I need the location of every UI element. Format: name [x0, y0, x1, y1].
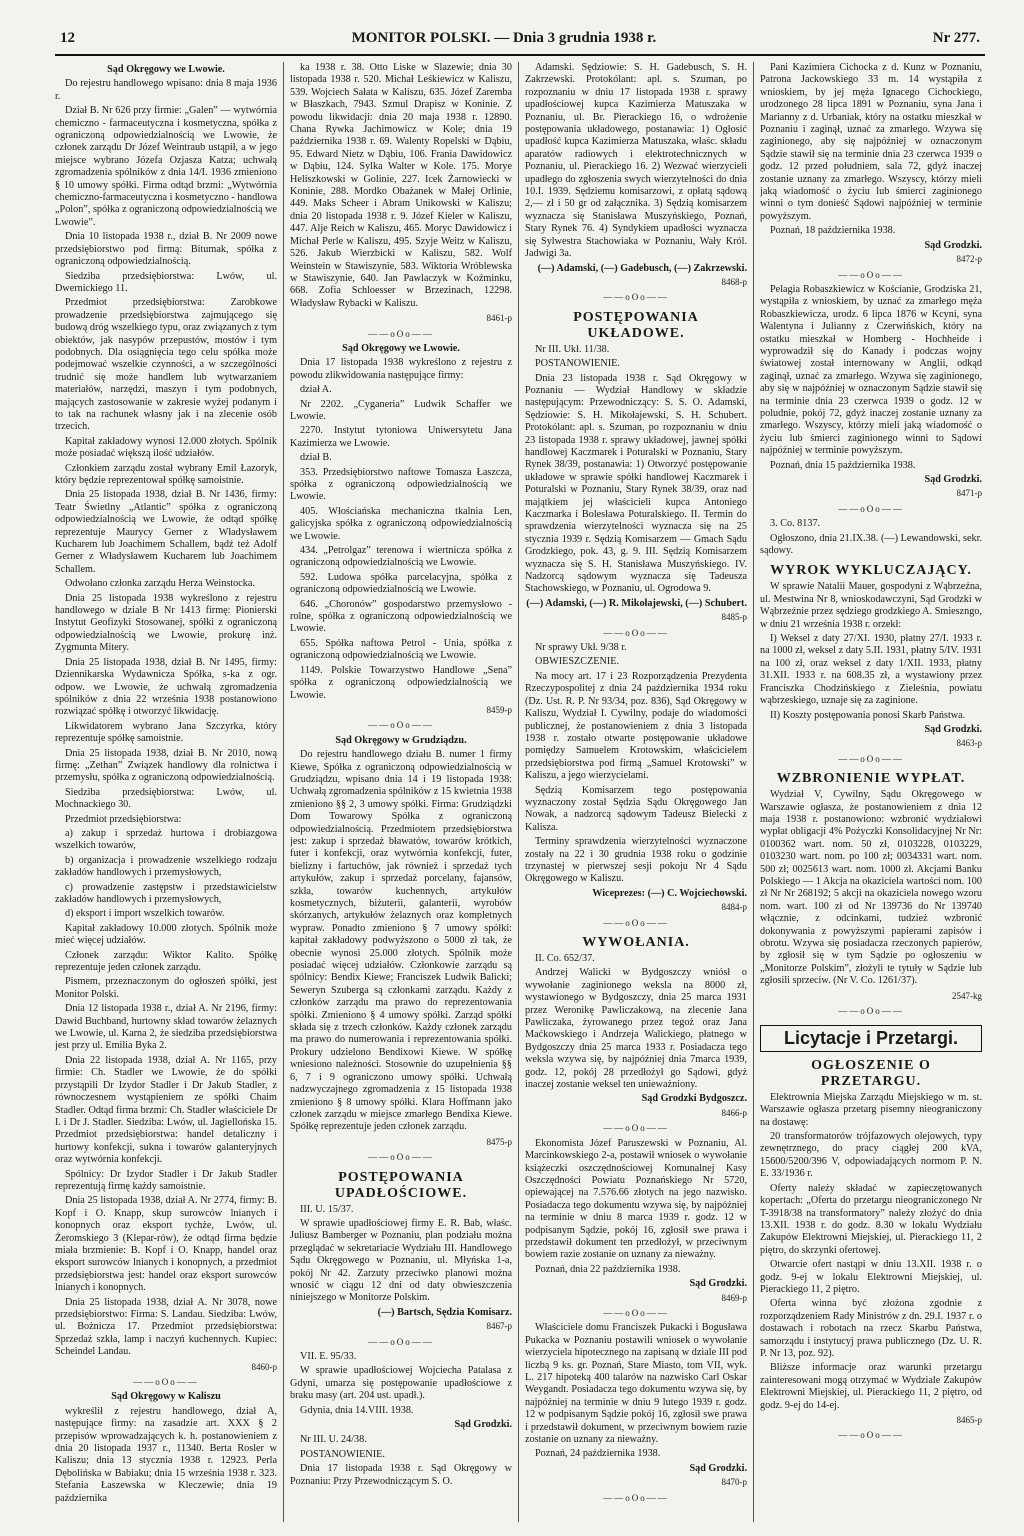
signature-line: Sąd Grodzki.: [689, 1462, 747, 1474]
notice-separator: ——oOo——: [368, 1152, 434, 1163]
signature-line: (—) Bartsch, Sędzia Komisarz.: [377, 1306, 512, 1318]
notice-paragraph: Adamski. Sędziowie: S. H. Gadebusch, S. H. Zakrzewski. Protokólant: apl. s. Szuman, po rozpoznaniu w dniu 17 listopada 1938 r. sprawy upadłościowej kupca Kazimierza Matuszaka w Poznaniu, ul. Br. Pierackiego 16, o wdrożenie postępowania układowego, postanawia: 1) Ogłosić upadłość kupca Kazimierza Matuszaka, właśc. składu aparatów radiowych i elektrotechnicznych w Poznaniu, ul. Pierackiego 16. 2) Wezwać wierzycieli upadłego do zgłoszenia swych wierzytelności do dnia 10.I. 1939. Sędziemu komisarzowi, z opłatą sądową 2,— zł i 50 gr od załącznika. 3) Sędzią komisarzem wyznacza się Stanisława Muszyńskiego, Poznań, Stary Rynek 76. 4) Syndykiem upadłości wyznacza się Sylwestra Stachowiaka w Poznaniu, Wały Król. Jadwigi 3a.: [525, 62, 747, 260]
notice-separator: ——oOo——: [368, 720, 434, 731]
notice-paragraph: wykreślił z rejestru handlowego, dział A, następujące firmy: na zasadzie art. XXX § 2 przepisów wprowadzających k. h. postanowieniem z dnia 20 listopada 1937 r., 11340. Berta Rosler w Kaliszu; dnia 13 stycznia 1938 r. 12923. Perla Dębolińska w Babiaku; dnia 15 września 1938 r. 323. Stefania Łaszewska w Kleczewie; dnia 19 października: [55, 1405, 277, 1504]
notice-code: 8471-p: [956, 488, 982, 499]
notice-paragraph: W sprawie upadłościowej firmy E. R. Bab, właśc. Juliusz Bamberger w Poznaniu, plan podziału można przeglądać w sekretariacie Wydziału III. Handlowego Sądu Okręgowego w Poznaniu, ul. Młyńska 1-a, pokój Nr 42. Zarzuty przeciwko planowi można wnosić w ciągu 12 dni od daty obwieszczenia niniejszego w Monitorze Polskim.: [290, 1217, 512, 1304]
notice-paragraph: Członek zarządu: Wiktor Kalito. Spółkę reprezentuje jeden członek zarządu.: [55, 949, 277, 974]
notice-paragraph: Nr III. Ukł. 11/38.: [535, 343, 610, 355]
notice-paragraph: Otwarcie ofert nastąpi w dniu 13.XII. 1938 r. o godz. 9-ej w lokalu Elektrowni Miejskiej, ul. Pierackiego 11, 2 piętro.: [760, 1259, 982, 1295]
notice-paragraph: Ogłoszono, dnia 21.IX.38. (—) Lewandowski, sekr. sądowy.: [760, 532, 982, 557]
signature-line: Sąd Grodzki.: [924, 239, 982, 251]
notice-paragraph: Dnia 25 listopada 1938, dział B. Nr 1436, firmy: Teatr Świetlny „Atlantic” spółka z ograniczoną odpowiedzialnością we Lwowie, że odtąd spółkę reprezentuje Maurycy Gerner z Władysławem Kucharem lub Joachimem Schallem, bądź też Adolf Gerner z Władysławem Kucharem lub Joachimem Schallem.: [55, 489, 277, 575]
notice-block: [760, 284, 982, 515]
masthead: [60, 30, 980, 54]
notice-separator: ——oOo——: [838, 269, 904, 280]
notice-block: [760, 518, 982, 557]
section-title: POSTĘPOWANIA UPADŁOŚCIOWE.: [334, 1169, 468, 1201]
notice-paragraph: Kapitał zakładowy 10.000 złotych. Spólnik może mieć więcej udziałów.: [55, 922, 277, 947]
notice-paragraph: Elektrownia Miejska Zarządu Miejskiego w m. st. Warszawie ogłasza przetarg pisemny nieograniczony na dostawę:: [760, 1091, 982, 1128]
notice-paragraph: 1149. Polskie Towarzystwo Handlowe „Sena” spółka z ograniczoną odpowiedzialnością we Lwowie.: [290, 664, 512, 701]
notice-separator: ——oOo——: [368, 1336, 434, 1347]
notice-code: 8484-p: [721, 902, 747, 913]
notice-paragraph: Pelagia Robaszkiewicz w Kościanie, Grodziska 21, wystąpiła z wnioskiem, by uznać za zmarłego męża Robaszkiewicza, urodz. 6 lipca 1876 w Kcyni, syna Walentyna i Julianny z Czerwińskich, który na ostatku mieszkał w Homberg - Hochheide i wyprowadził się do Kanady i podczas wojny światowej został internowany w Anglii, odkąd zaginął, uznać za zmarłego. Wzywa się zaginionego, aby się w najpóźniej w oznaczonym Sądzie stawił się na terminie dnia 23 czerwca 1939 o godz. 12 w poludnie, pokój 72, gdyż inaczej zostanie uznany za zmarłego. Wszyscy, którzy mieli jaką wiadomość o życiu lub śmierci zaginionego winni to Sądowi najpóźniej w terminie powyższym.: [760, 283, 982, 457]
notice-paragraph: Członkiem zarządu został wybrany Emil Łazoryk, który będzie reprezentował spółkę samoistnie.: [55, 462, 277, 486]
notice-block: [290, 1434, 512, 1488]
notice-paragraph: Dnia 25 listopada 1938, dział A. Nr 3078, nowe przedsiębiorstwo: Firma: S. Landau. Siedziba: Lwów, ul. Bożnicza 17. Przedmiot przedsiębiorstwa: Sprzedaż szkła, lamp i naczyń kuchennych. Kupiec: Scheindel Landau.: [55, 1296, 277, 1358]
notice-paragraph: 655. Spółka naftowa Petrol - Unia, spółka z ograniczoną odpowiedzialnością we Lwowie.: [290, 637, 512, 662]
notice-paragraph: Oferta winna być złożona zgodnie z rozporządzeniem Rady Ministrów z dn. 29.I. 1937 r. o dostawach i robotach na rzecz Skarbu Państwa, samorządu i instytucyj prawa publicznego (Dz. U. R. P. Nr 13, poz. 92).: [760, 1298, 982, 1359]
notice-paragraph: ka 1938 r. 38. Otto Liske w Slazewie; dnia 30 listopada 1938 r. 520. Michał Leśkiewicz w Kaliszu, 539. Wojciech Sałata w Kaliszu, 635. Józef Zaremba w Błaszkach, 7943. Szmul Drapisz w Koninie. Z powodu likwidacji: dnia 20 maja 1938 r. 12890. Chana Rywka Jachimowicz w Kole; dnia 19 października 1938 r. 69. Walenty Ropelski w Dąbiu, 95. Edward Nietz w Dąbiu, 106. Frania Dawidowicz w Dąbiu, 124. Sylka Walter w Kole. 175. Morye Heliszkowski w Golinie, 227. Icek Żarnowiecki w Koninie, 288. Mordko Obażanek w Małej Orlinie, 449. Maks Scheer i Abram Unikowski w Kaliszu; dnia 20 listopada 1938 r. 9. Józef Kieler w Kaliszu, 447. Alje Reich w Kaliszu, 465. Moryc Dawidowicz i Michał Perle w Kaliszu, 495. Szyje Weitz w Kaliszu, 526. Jakub Wierzbicki w Kaliszu, 582. Wolf Weinstein w Stawiszynie, 583. Wiktoria Wróblewska w Stawiszynie, 640. Jan Pawlaczyk w Koźminku, 668. Zofia Schloesser w Brzezinach, 12298. Władysław Rybacki w Kaliszu.: [290, 62, 512, 309]
notice-paragraph: Na mocy art. 17 i 23 Rozporządzenia Prezydenta Rzeczypospolitej z dnia 24 października 1934 roku (Dz. Ust. R. P. Nr 93/34, poz. 836), Sąd Okręgowy w Kaliszu, Wydział I. Cywilny, podaje do wiadomości publicznej, że postanowieniem z dnia 3 listopada 1938 r. zostało otwarte postępowanie układowe pomiędzy Samuelem Krotowskim, właścicielem przedsiębiorstwa pod firmą „Samuel Krotowski” w Kaliszu, a jego wierzycielami.: [525, 670, 747, 782]
notice-paragraph: Likwidatorem wybrano Jana Szczyrka, który reprezentuje spółkę samoistnie.: [55, 720, 277, 745]
column-2: [290, 62, 512, 1522]
signature-line: Sąd Grodzki.: [924, 474, 982, 485]
notice-code: 8475-p: [486, 1136, 512, 1147]
notice-paragraph: Dnia 17 listopada 1938 r. Sąd Okręgowy w Poznaniu: Przy Przewodniczącym S. O.: [290, 1463, 512, 1487]
issue-number: Nr 277.: [932, 30, 980, 46]
notice-paragraph: VII. E. 95/33.: [300, 1351, 357, 1362]
notice-block: [290, 62, 512, 340]
notice-paragraph: Przedmiot przedsiębiorstwa:: [65, 813, 182, 825]
notice-code: 8460-p: [251, 1361, 277, 1372]
notice-paragraph: 2270. Instytut tytoniowa Uniwersytetu Jana Kazimierza we Lwowie.: [290, 425, 512, 449]
notice-block: [760, 1025, 982, 1051]
notice-paragraph: Nr 2202. „Cyganeria” Ludwik Schaffer we Lwowie.: [290, 398, 512, 422]
court-heading: Sąd Okręgowy we Lwowie.: [107, 64, 225, 75]
signature-line: Sąd Grodzki Bydgoszcz.: [641, 1093, 747, 1105]
notice-paragraph: Wydział V, Cywilny, Sądu Okręgowego w Warszawie ogłasza, że postanowieniem z dnia 12 maja 1938 r. postanowiono: wzbronić wydziałowi wypłat obligacji 4% Pożyczki Konsolidacyjnej Nr Nr: 0100362 wart. nom. 50 zł, 0103228, 0103229, 0103230 wart. nom. po 100 zł; 0034331 wart. nom. 500 zł; 0025613 wart. nom. 1000 zł. Akcjami Banku Polskiego — 1 Akcja na okaziciela wartości nom. 100 zł Nr Nr 268192; 5 akcji na okaziciela nowego wzoru nom. wart. 100 zł od Nr 139736 do Nr 139740 włącznie, z odcinkami, tudzież wzbronić dokonywania z powyższymi papierami zapisów i obrotu. Wzywa się posiadacza rzeczonych papierów, by zgłosił się w tym Sądzie po ogłoszeniu w „Monitorze Polskim”, złożyli te tytuły w Sądzie lub zgłosili sprzeciw. (Nr V. Co. 1261/37).: [760, 789, 982, 987]
notice-paragraph: Przedmiot przedsiębiorstwa: Zarobkowe prowadzenie przedsiębiorstwa zajmującego się budową dróg wszelkiego typu, oraz związanych z tym obiektów, jak nasypów przepustów, mostów i tym podobnych. Dla osiągnięcia tego celu spółka może podejmować wszelkie czynności, a w szczególności trudnić się może handlem lub wytwarzaniem materiałów, narzędzi, maszyn i tym podobnych, mających zastosowanie w zakresie wyżej podanym i to tak na rachunek własny jak i na zlecenie osób trzecich.: [55, 297, 277, 433]
notice-paragraph: Nr III. U. 24/38.: [300, 1434, 367, 1446]
signature-line: (—) Adamski, (—) R. Mikołajewski, (—) Schubert.: [526, 597, 747, 609]
notice-paragraph: Nr sprawy Ukł. 9/38 r.: [535, 642, 627, 654]
notice-separator: ——oOo——: [838, 1006, 904, 1017]
section-title: WYWOŁANIA.: [582, 935, 690, 950]
notice-paragraph: a) zakup i sprzedaż hurtowa i drobiazgowa wszelkich towarów,: [55, 827, 277, 852]
notice-paragraph: c) prowadzenie zastępstw i przedstawicielstw zakładów handlowych i przemysłowych,: [55, 881, 277, 905]
notice-paragraph: Poznań, dnia 22 października 1938.: [535, 1263, 681, 1275]
notice-block: [760, 771, 982, 1017]
notice-paragraph: 646. „Choronów” gospodarstwo przemysłowo - rolne, spółka z ograniczoną odpowiedzialnością we Lwowie.: [290, 598, 512, 635]
notice-separator: ——oOo——: [603, 1307, 669, 1318]
notice-paragraph: Siedziba przedsiębiorstwa: Lwów, ul. Mochnackiego 30.: [55, 786, 277, 811]
notice-paragraph: 592. Ludowa spółka parcelacyjna, spółka z ograniczoną odpowiedzialnością we Lwowie.: [290, 571, 512, 596]
notice-paragraph: Oferty należy składać w zapieczętowanych kopertach: „Oferta do przetargu nieograniczonego Nr T-3918/38 na transformatory” należy złożyć do dnia 13.XII. 1938 r. do godz. 8.30 w lokalu Wydziału Zakupów Elektrowni Miejskiej, ul. Pierackiego 11, 2 piętro, do skrzynki ofertowej.: [760, 1182, 982, 1256]
notice-paragraph: III. U. 15/37.: [300, 1203, 354, 1215]
notice-code: 8470-p: [721, 1477, 747, 1488]
notice-paragraph: 3. Co. 8137.: [770, 518, 821, 530]
notice-paragraph: Dnia 25 listopada 1938, dział B. Nr 2010, nową firmę: „Zethan” Związek handlowy dla rolnictwa i przemysłu, spółka z ograniczoną odpowiedzialnością.: [55, 747, 277, 784]
notice-code: 8469-p: [721, 1292, 747, 1303]
notice-paragraph: Terminy sprawdzenia wierzytelności wyznaczone zostały na 22 i 30 grudnia 1938 roku o godzinie trzynastej w pierwszej sesji pokoju Nr 4 Sądu Okręgowego w Kaliszu.: [525, 836, 747, 885]
masthead-rule: [55, 54, 985, 56]
notice-block: [760, 62, 982, 281]
notice-paragraph: Dnia 17 listopada 1938 wykreślono z rejestru z powodu zlikwidowania następujące firmy:: [290, 357, 512, 381]
notice-paragraph: 353. Przedsiębiorstwo naftowe Tomasza Łaszcza, spółka z ograniczoną odpowiedzialnością we Lwowie.: [290, 466, 512, 503]
notice-paragraph: W sprawie upadłościowej Wojciecha Patalasa z Gdyni, umarza się postępowanie upadłościowe z braku masy (art. 204 ust. upadł.).: [290, 1365, 512, 1402]
notice-code: 8485-p: [721, 612, 747, 623]
notice-code: 8461-p: [486, 313, 512, 324]
signature-line: (—) Adamski, (—) Gadebusch, (—) Zakrzewski.: [537, 262, 747, 274]
notice-paragraph: Dnia 23 listopada 1938 r. Sąd Okręgowy w Poznaniu — Wydział Handlowy w składzie następującym: Przewodniczący: S. S. O. Adamski, Sędziowie: S. H. Mikołajewski, S. H. Schubert. Protokólant: apl. s. Szuman, po rozpoznaniu w dniu 23 listopada 1938 r. sprawy układowej, jawnej spółki handlowej Kaczmarek i Poturalski w Poznaniu, Stary Rynek 38/39, postanawia: 1) Otworzyć postępowanie układowe w sprawie spółki handlowej Kaczmarek i Poturalski w Poznaniu, Stary Rynek 38/39, oraz nad majątkiem jej właścicieli kupca Antoniego Kaczmarka i Bolesława Poturalskiego. II. Termin do sprawdzenia wierzytelności wyznacza się na 25 stycznia 1939 r. Sędzią Komisarzem — Gmach Sądu Grodzkiego, pok. 43, g. 9. III. Sędzią Komisarzem wyznacza się S. H. Stanisława Muszyńskiego. IV. Nadzorcą sądowym wyznacza się Tadeusza Stachowskiego, w Poznaniu, ul. Ogrodowa 9.: [525, 372, 747, 595]
column-divider: [283, 62, 284, 1522]
notice-paragraph: POSTANOWIENIE.: [535, 358, 620, 370]
notice-paragraph: Dnia 10 listopada 1938 r., dział B. Nr 2009 nowe przedsiębiorstwo pod firmą: Bitumak, spółka z ograniczoną odpowiedzialnością.: [55, 231, 277, 268]
notice-paragraph: Do rejestru handlowego wpisano: dnia 8 maja 1936 r.: [55, 78, 277, 102]
notice-separator: ——oOo——: [603, 1492, 669, 1503]
column-divider: [753, 62, 754, 1522]
notice-separator: ——oOo——: [838, 503, 904, 514]
notice-paragraph: Bliższe informacje oraz warunki przetargu zainteresowani mogą otrzymać w Wydziale Zakupów Elektrowni Miejskiej, ul. Pierackiego 11, 2 piętro, od godz. 9-ej do 14-ej.: [760, 1362, 982, 1411]
court-heading: Sąd Okręgowy w Kaliszu: [111, 1391, 221, 1403]
notice-paragraph: Siedziba przedsiębiorstwa: Lwów, ul. Dwernickiego 11.: [55, 270, 277, 294]
column-1: [55, 62, 277, 1522]
section-title: WZBRONIENIE WYPŁAT.: [776, 771, 966, 787]
notice-block: [55, 1391, 277, 1505]
notice-paragraph: Pani Kazimiera Cichocka z d. Kunz w Poznaniu, Patrona Jackowskiego 33 m. 14 wystąpiła z wnioskiem, by jej męża Ignacego Cichockiego, urodzonego 28 lipca 1891 w Poznaniu, syna Jana i Marianny z d. Urbaniak, który na ostatku mieszkał w Poznaniu i zaginął, uznać za zmarłego. Wzywa się zaginionego, aby się najpóźniej w oznaczonym Sądzie stawił się na terminie dnia 23 czerwca 1939 o godz. 12 przed południem, sala 72, gdyż inaczej zostanie uznany za zmarłego. Wszyscy, którzy mieli jaką wiadomość o życiu lub śmierci zaginionego winni o tym donieść Sądowi najpóźniej w terminie powyższym.: [760, 62, 982, 222]
notice-paragraph: I) Weksel z daty 27/XI. 1930, płatny 27/I. 1933 r. na 1000 zł, weksel z daty 5.II. 1931, płatny 5/IV. 1931 na 100 zł, oraz weksel z daty 1/XII. 1933, płatny 31.XII. 1933 r. na 608.35 zł, a wystawiony przez Franciszka Chodzińskiego z Zieleśnia, powiatu wąbrzeskiego, uznaje się za zaginione.: [760, 633, 982, 707]
notice-paragraph: Sędzią Komisarzem tego postępowania wyznaczony został Sędzia Sądu Okręgowego Jan Nowak, a nadzorcą sądowym Tadeusz Bielecki z Kalisza.: [525, 784, 747, 833]
notice-separator: ——oOo——: [368, 328, 434, 339]
notice-separator: ——oOo——: [603, 292, 669, 303]
court-heading: Sąd Okręgowy w Grudziądzu.: [335, 734, 467, 746]
notice-code: 8465-p: [956, 1415, 982, 1425]
notice-paragraph: Odwołano członka zarządu Herza Weinstocka.: [65, 578, 255, 590]
notice-code: 8472-p: [956, 254, 982, 265]
notice-paragraph: d) eksport i import wszelkich towarów.: [65, 908, 225, 920]
notice-paragraph: Dział B. Nr 626 przy firmie: „Galen” — wytwórnia chemiczno - farmaceutyczna i kosmetyczna, spółka z ograniczoną odpowiedzialnością we Lwowie, że członek zarządu Dr Józef Weintraub ustąpił, a w jego miejsce wybrano Józefa Ozjasza Katza; uchwałą zgromadzenia spólników z dnia 14/I. 1936 zmieniono § 10 umowy spółki. Firma odtąd brzmi: „Wytwórnia chemiczno-farmaceutyczna i kosmetyczno - handlowa „Polon”, spółka z ograniczoną odpowiedzialnością we Lwowie”.: [55, 105, 277, 228]
signature-line: Sąd Grodzki.: [454, 1419, 512, 1431]
signature-line: Sąd Grodzki.: [689, 1278, 747, 1290]
section-title: WYROK WYKLUCZAJĄCY.: [770, 563, 972, 579]
notice-block: [525, 1322, 747, 1504]
notice-block: [290, 1351, 512, 1431]
court-heading: Sąd Okręgowy we Lwowie.: [342, 342, 460, 354]
notice-paragraph: dział A.: [300, 384, 332, 396]
notice-paragraph: Dnia 22 listopada 1938, dział A. Nr 1165, przy firmie: Ch. Stadler we Lwowie, że do spółki przystąpili Dr Izydor Stadler i Dr Jakub Stadler, z równoczesnem wystąpieniem ze spółki Chaim Stadler. Odtąd firma brzmi: Ch. Stadler właściciele Dr I. i Dr J. Stadler. Siedziba: Lwów, ul. Jagiellońska 15. Przedmiot przedsiębiorstwa: handel detaliczny i hurtowy konfekcji, sukna i towarów galanteryjnych oraz wytwórnia konfekcji.: [55, 1054, 277, 1166]
notice-paragraph: Dnia 25 listopada 1938, dział B. Nr 1495, firmy: Dziennikarska Wydawnicza Spółka, s-ka z ogr. odpow. we Lwowie, że uchwałą zgromadzenia spólników z dnia 22 września 1938 postanowiono rozwiązać spółkę i otworzyć likwidację.: [55, 656, 277, 718]
notice-block: [290, 343, 512, 732]
notice-block: [525, 310, 747, 639]
notice-paragraph: Dnia 12 listopada 1938 r., dział A. Nr 2196, firmy: Dawid Buchband, hurtowny skład towarów żelaznych we Lwowie, ul. Karna 2, że siedziba przedsiębiorstwa jest przy ul. Emilia Byka 2.: [55, 1003, 277, 1052]
notice-separator: ——oOo——: [838, 1430, 904, 1441]
section-banner: Licytacje i Przetargi.: [760, 1025, 982, 1051]
notice-paragraph: Poznań, dnia 15 października 1938.: [770, 459, 916, 471]
notice-paragraph: Dnia 25 listopada 1938, dział A. Nr 2774, firmy: B. Kopf i O. Knapp, skup surowców lnianych i konopnych oraz eksport tychże, Lwów, ul. Żeromskiego 3 (Klepar-rów), że odtąd firma będzie miała brzmienie: B. Kopf i O. Knapp, handel oraz eksport surowców lnianych i konopnych, a przedmiot przedsiębiorstwa jest: handel oraz eksport surowców lnianych i konopnych.: [55, 1195, 277, 1294]
notice-code: 8466-p: [721, 1107, 747, 1118]
notice-code: 8463-p: [956, 738, 982, 749]
notice-separator: ——oOo——: [603, 627, 669, 638]
page-number: 12: [60, 30, 75, 46]
notice-separator: ——oOo——: [603, 917, 669, 928]
notice-block: [290, 735, 512, 1164]
notice-paragraph: Gdynia, dnia 14.VIII. 1938.: [300, 1404, 414, 1416]
notice-paragraph: Poznań, 18 października 1938.: [770, 225, 896, 237]
notice-paragraph: 405. Włościańska mechaniczna tkalnia Len, galicyjska spółka z ograniczoną odpowiedzialnością we Lwowie.: [290, 505, 512, 542]
notice-block: [760, 563, 982, 765]
notice-separator: ——oOo——: [838, 753, 904, 764]
notice-paragraph: Dnia 25 listopada 1938 wykreślono z rejestru handlowego w dziale B Nr 1413 firmę: Pionierski Instytut Geofizyki Stosowanej, spółki z ograniczoną odpowiedzialnością we Lwowie, prokurę inż. Zygmunta Mitery.: [55, 592, 277, 654]
column-divider: [518, 62, 519, 1522]
notice-paragraph: Pismem, przeznaczonym do ogłoszeń spółki, jest Monitor Polski.: [55, 976, 277, 1000]
notice-block: [525, 1138, 747, 1320]
masthead-title: MONITOR POLSKI. — Dnia 3 grudnia 1938 r.: [351, 30, 657, 46]
notice-block: [290, 1170, 512, 1348]
notice-paragraph: II. Co. 652/37.: [535, 953, 595, 964]
notice-block: [525, 62, 747, 304]
signature-line: Sąd Grodzki.: [924, 723, 982, 735]
notice-paragraph: OBWIESZCZENIE.: [535, 656, 620, 668]
notice-paragraph: POSTANOWIENIE.: [300, 1448, 385, 1460]
notice-paragraph: Właściciele domu Franciszek Pukacki i Bogusława Pukacka w Poznaniu postawili wniosek o wywołanie wierzyciela hipotecznego na zapisaną w dziale III pod liczbą 9 ks. gr. Poznań, Stare Miasto, tom VII, wyk. L. 217 hipoteką 400 talarów na nazwisko Carl Oskar Weygandt. Posiadacza tego dokumentu wzywa się, by najpóźniej na terminie w dniu 9 lutego 1939 r. godz. 12 w podpisanym Sądzie pokój 16, zgłosił swe prawa i przedstawił dokument, w przeciwnym bowiem razie zostanie on uznany za nieważny.: [525, 1322, 747, 1446]
notice-code: 8468-p: [721, 276, 747, 287]
notice-paragraph: Spólnicy: Dr Izydor Stadler i Dr Jakub Stadler reprezentują firmę każdy samoistnie.: [55, 1168, 277, 1192]
column-3: [525, 62, 747, 1522]
notice-block: [525, 935, 747, 1135]
notice-paragraph: Do rejestru handlowego działu B. numer 1 firmy Kiewe, Spółka z ograniczoną odpowiedzialnością w Grudziądzu, wpisano dnia 14 i 19 listopada 1938: Uchwałą zgromadzenia spólników z 15 kwietnia 1938 zmieniono §§ 2, 3 umowy spółki. Firma: Grudziądzki Dom Towarowy Spółka z ograniczoną odpowiedzialnością. Przedmiotem przedsiębiorstwa jest: zakup i sprzedaż bławatów, towarów krótkich, futer i konfekcji, oraz wytwórnia konfekcji, futer, bielizny i fartuchów, jak również i sprzedaż tych artykułów, zakup i sprzedaż porcelany, fajansów, szkła, towarów kuchennych, artykułów kosmetycznych, biżuterii, galanterii, wyrobów skórzanych, artykułów żelaznych oraz kompletnych wypraw. Ponadto zmieniono § 7 umowy spółki: kapitał zakładowy podwyższono o 5000 zł tak, że obecnie wynosi 25.000 złotych. Spólnik może posiadać więcej udziałów. Członkowie zarządu są spólnicy: Bendix Kiewe; Franciszek Ludwik Balicki; Seweryn Szuberga są członkami zarządu. Każdy z członków zarządu ma prawo do reprezentowania spółki. Zmieniono § 4 umowy spółki. Zarząd spółki składa się z trzech członków. Każdy członek zarządu ma prawo do numerowania i reprezentowania spółki. Prokury udzielono Bendixowi Kiewe. W spółkę wniesiono należności. Stosownie do uzupełnienia §§ 6, 7 i 9 ograniczono umowy spółki. Uchwałą nadzwyczajnego zgromadzenia z 15 listopada 1938 zmieniono § 8 umowy spółki. Klara Hoffmann jako członek zarządu w miejsce zmarłego Bendixa Kiewe. Spółkę reprezentuje jeden członek zarządu.: [290, 749, 512, 1133]
section-title: OGŁOSZENIE O PRZETARGU.: [811, 1057, 931, 1089]
notice-paragraph: Poznań, 24 października 1938.: [535, 1448, 661, 1460]
notice-code: 8459-p: [486, 704, 512, 715]
notice-block: [760, 1058, 982, 1442]
notice-code: 2547-kg: [952, 990, 982, 1001]
notice-separator: ——oOo——: [603, 1123, 669, 1134]
notice-code: 8467-p: [486, 1321, 512, 1332]
notice-paragraph: 434. „Petrolgaz” terenowa i wiertnicza spółka z ograniczoną odpowiedzialnością we Lwowie.: [290, 545, 512, 569]
section-title: POSTĘPOWANIA UKŁADOWE.: [573, 309, 699, 341]
notice-paragraph: dział B.: [300, 452, 332, 464]
notice-block: [525, 642, 747, 929]
notice-paragraph: II) Koszty postępowania ponosi Skarb Państwa.: [770, 709, 966, 721]
notice-block: [55, 64, 277, 1388]
notice-paragraph: 20 transformatorów trójfazowych olejowych, typy zewnętrznego, do pracy ciągłej 200 kVA, 15600/5200/396 V, odpowiadających normom P. N. E. 33/1936 r.: [760, 1131, 982, 1180]
notice-paragraph: W sprawie Natalii Mauer, gospodyni z Wąbrzeźna, ul. Mestwina Nr 8, wnioskodawczyni, Sąd Grodzki w Wąbrzeźnie przez sędziego grodzkiego A. Smieszngo, w dniu 21 września 1938 r. orzekł:: [760, 581, 982, 630]
notice-paragraph: Andrzej Walicki w Bydgoszczy wniósł o wywołanie zaginionego weksla na 8000 zł, wystawionego w Bydgoszczy, dnia 25 marca 1931 przez Weronikę Pawliczakową, na zlecenie Jana Pawliczaka, żyrowanego przez tegoż oraz Jana Maćkowskiego i Andrzeja Walickiego, płatnego w Bydgoszczy dnia 25 marca 1933 r. Posiadacza tego weksla wzywa się, by najpóźniej dnia 7marca 1939, godz. 12, pokój 28 przedłożył go Sądowi, gdyż inaczej zostanie weksel ten unieważniony.: [525, 967, 747, 1091]
notice-paragraph: Ekonomista Józef Paruszewski w Poznaniu, Al. Marcinkowskiego 2-a, postawił wniosek o wywołanie książeczki oszczędnościowej Komunalnej Kasy Oszczędności Powiatu Poznańskiego Nr 5720, opiewającej na 7.576.66 złotych na jego nazwisko. Posiadacza tego dokumentu wzywa się, by najpóźniej na terminie w dniu 8 marca 1939 r. godz. 12 w podpisanym Sądzie, pokój 16, zgłosił swe prawa i przedstawił dokument ten przedłożył, w przeciwnym bowiem razie zostanie on uznany za nieważny.: [525, 1137, 747, 1261]
notice-separator: ——oOo——: [133, 1377, 199, 1388]
notice-paragraph: b) organizacja i prowadzenie wszelkiego rodzaju zakładów handlowych i przemysłowych,: [55, 854, 277, 879]
signature-line: Wiceprezes: (—) C. Wojciechowski.: [592, 887, 747, 899]
notice-paragraph: Kapitał zakładowy wynosi 12.000 złotych. Spólnik może posiadać większą ilość udziałów.: [55, 435, 277, 460]
column-4: [760, 62, 982, 1522]
